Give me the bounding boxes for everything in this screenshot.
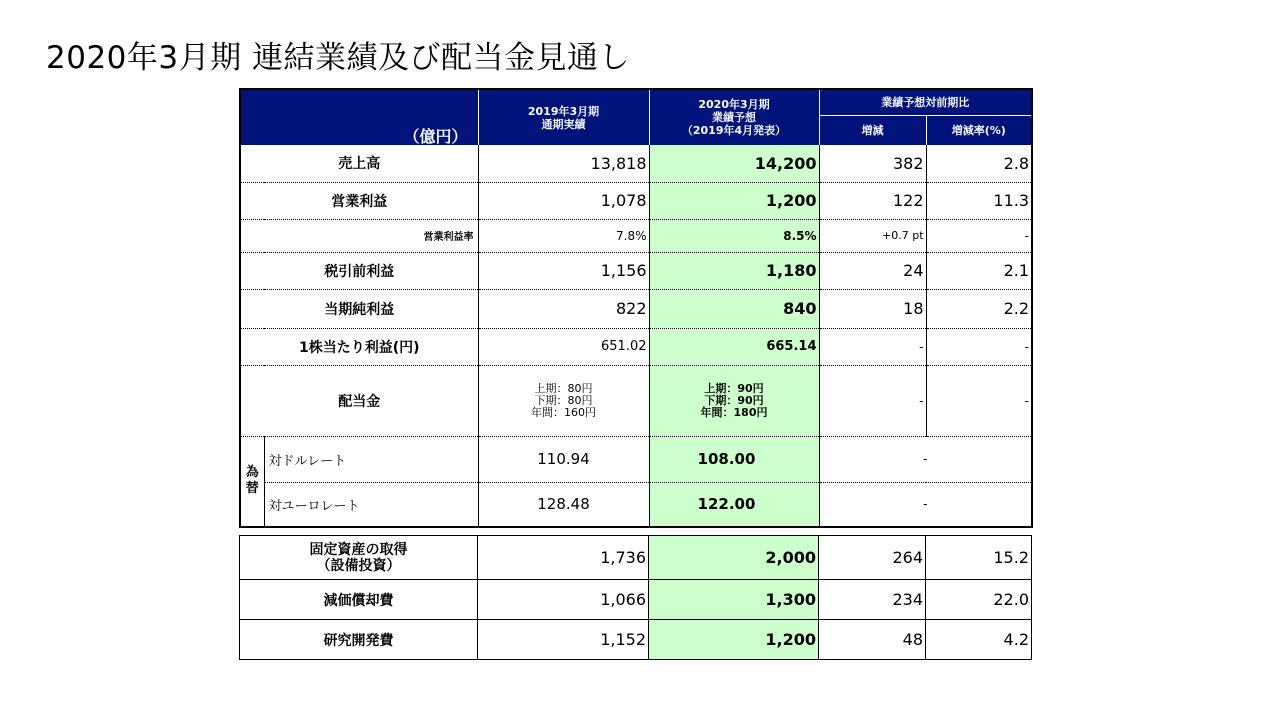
dividend-prev-h2: 下期：80円 <box>534 393 593 407</box>
dividend-rate: - <box>926 365 1032 436</box>
rate-value: - <box>926 219 1032 252</box>
prev-value: 1,736 <box>478 536 649 580</box>
rate-value: 22.0 <box>926 580 1032 620</box>
forecast-value: 1,200 <box>649 620 819 660</box>
row-label <box>240 536 478 580</box>
comparison-header: 業績予想対前期比 <box>819 89 1032 115</box>
fx-prev: 110.94 <box>478 436 649 482</box>
diff-value: +0.7 pt <box>819 219 926 252</box>
forecast-value: 1,200 <box>649 182 819 219</box>
table-row <box>240 219 1032 252</box>
fx-row <box>240 436 1032 482</box>
dividend-fc-annual: 年間：180円 <box>700 405 768 419</box>
prev-year-header: 2019年3月期 通期実績 <box>478 89 649 145</box>
fx-compare: - <box>923 497 928 512</box>
forecast-value: 665.14 <box>649 328 819 365</box>
fx-row-label: 対ドルレート <box>264 436 478 482</box>
rate-value: 11.3 <box>926 182 1032 219</box>
rate-value: - <box>926 328 1032 365</box>
forecast-header-line3: （2019年4月発表） <box>681 124 787 137</box>
row-label-line2: （設備投資） <box>316 557 401 574</box>
diff-value: 122 <box>819 182 926 219</box>
dividend-fc-h2: 下期：90円 <box>704 393 764 407</box>
diff-value: 18 <box>819 289 926 328</box>
page-title: 2020年3月期 連結業績及び配当金見通し <box>46 40 630 76</box>
rate-value: 2.2 <box>926 289 1032 328</box>
forecast-header-line1: 2020年3月期 <box>698 98 770 111</box>
diff-value: 382 <box>819 145 926 182</box>
diff-header: 増減 <box>819 115 926 145</box>
table-row <box>240 328 1032 365</box>
dividend-diff: - <box>819 365 926 436</box>
rate-value: 2.8 <box>926 145 1032 182</box>
fx-row <box>240 482 1032 527</box>
forecast-value: 1,180 <box>649 252 819 289</box>
prev-value: 651.02 <box>478 328 649 365</box>
fx-forecast: 108.00 <box>649 436 819 482</box>
forecast-header <box>649 89 819 145</box>
dividend-prev-annual: 年間：160円 <box>531 405 597 419</box>
table-row <box>240 145 1032 182</box>
results-table <box>239 88 1033 528</box>
dividend-prev-h1: 上期：80円 <box>534 381 593 395</box>
forecast-value: 2,000 <box>649 536 819 580</box>
prev-value: 1,066 <box>478 580 649 620</box>
table-row <box>240 620 1032 660</box>
fx-prev: 128.48 <box>478 482 649 527</box>
fx-compare: - <box>819 436 1032 482</box>
capex-table <box>239 535 1032 660</box>
prev-value: 1,078 <box>478 182 649 219</box>
dividend-prev <box>478 365 649 436</box>
diff-value: - <box>819 328 926 365</box>
table-row <box>240 580 1032 620</box>
row-label: 税引前利益 <box>240 252 478 289</box>
fx-label: 為替 <box>240 436 264 527</box>
dividend-forecast <box>649 365 819 436</box>
diff-value: 48 <box>819 620 926 660</box>
row-label: 研究開発費 <box>240 620 478 660</box>
unit-header-cell <box>240 89 478 145</box>
row-label: 営業利益 <box>240 182 478 219</box>
diff-value: 234 <box>819 580 926 620</box>
row-label: 営業利益率 <box>240 219 478 252</box>
row-label: 売上高 <box>240 145 478 182</box>
forecast-value: 8.5% <box>649 219 819 252</box>
prev-value: 1,156 <box>478 252 649 289</box>
diff-value: 24 <box>819 252 926 289</box>
forecast-value: 14,200 <box>649 145 819 182</box>
row-label-line1: 固定資産の取得 <box>309 541 408 558</box>
rate-header: 増減率(%) <box>926 115 1032 145</box>
prev-value: 822 <box>478 289 649 328</box>
table-row <box>240 289 1032 328</box>
table-row <box>240 182 1032 219</box>
prev-value: 7.8% <box>478 219 649 252</box>
prev-value: 13,818 <box>478 145 649 182</box>
diff-value: 264 <box>819 536 926 580</box>
row-label: 1株当たり利益(円) <box>240 328 478 365</box>
table-row <box>240 536 1032 580</box>
dividend-fc-h1: 上期：90円 <box>704 381 764 395</box>
unit-label: （億円） <box>403 127 468 145</box>
forecast-value: 840 <box>649 289 819 328</box>
forecast-header-line2: 業績予想 <box>712 111 757 124</box>
table-row <box>240 252 1032 289</box>
row-label: 減価償却費 <box>240 580 478 620</box>
row-label: 当期純利益 <box>240 289 478 328</box>
rate-value: 4.2 <box>1003 630 1029 649</box>
rate-value: 15.2 <box>926 536 1032 580</box>
forecast-value: 1,300 <box>649 580 819 620</box>
dividend-row <box>240 365 1032 436</box>
rate-value: 2.1 <box>926 252 1032 289</box>
fx-forecast: 122.00 <box>649 482 819 527</box>
dividend-label: 配当金 <box>240 365 478 436</box>
fx-row-label: 対ユーロレート <box>264 482 478 527</box>
prev-value: 1,152 <box>478 620 649 660</box>
